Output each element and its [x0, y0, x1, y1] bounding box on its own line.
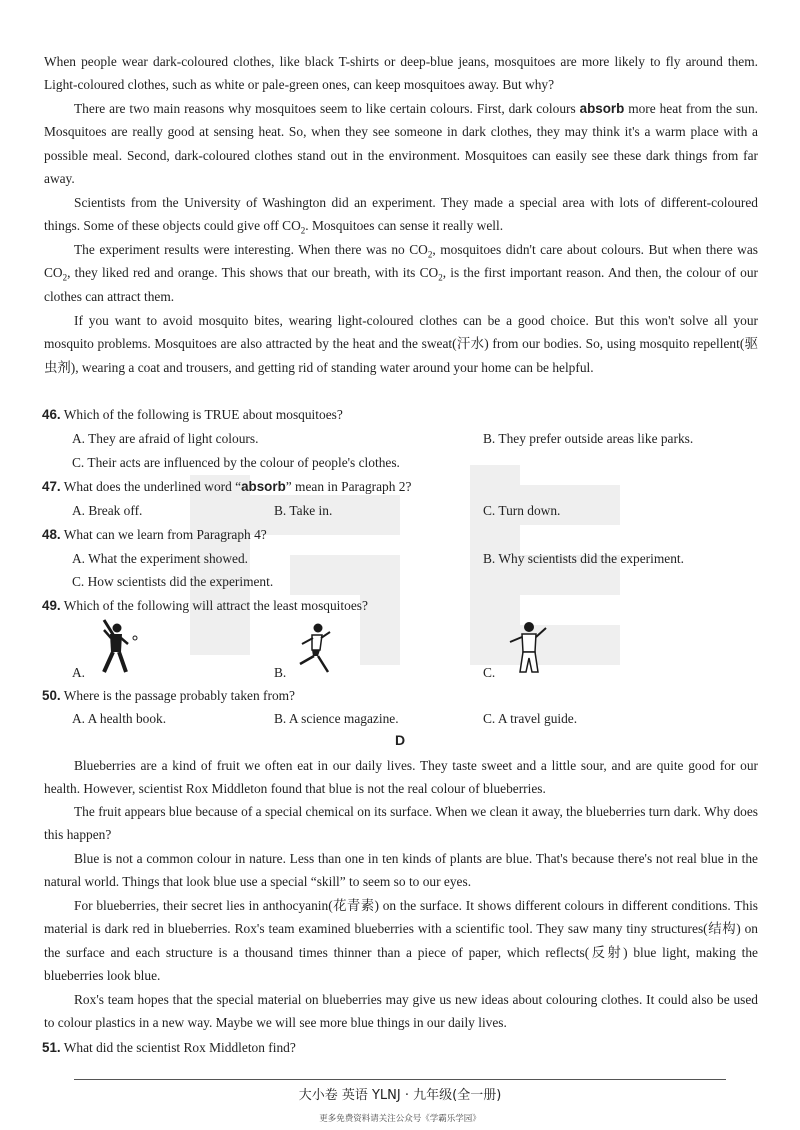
question-number: 51.	[42, 1040, 61, 1055]
question-number: 49.	[42, 598, 61, 613]
q48-option-c[interactable]: C. How scientists did the experiment.	[72, 574, 274, 589]
keyword-absorb: absorb	[579, 101, 625, 116]
paragraph-2-text-a: There are two main reasons why mosquitoes seem to like certain colours. First, dark colours	[74, 101, 580, 116]
passage-c-paragraph-3	[44, 191, 758, 238]
question-47	[42, 475, 758, 498]
question-text-b: ” mean in Paragraph 2?	[285, 479, 412, 494]
paragraph-3-text-a: Scientists from the University of Washington did an experiment. They made a special area with lots of different-coloured things. Some of these objects could give off CO	[44, 195, 758, 234]
question-number: 46.	[42, 407, 61, 422]
question-text: Which of the following is TRUE about mosquitoes?	[63, 407, 343, 422]
paragraph-4-text-d: , is the first important reason. And then, the colour of our clothes can attract them.	[44, 265, 758, 304]
q49-option-a[interactable]: A.	[72, 665, 86, 680]
question-text: Which of the following will attract the least mosquitoes?	[63, 598, 368, 613]
paragraph-2-text-b: more heat from the sun. Mosquitoes are really good at sensing heat. So, when they see someone in dark clothes, they may think it's a warm place with a possible meal. Second, dark-coloured clothes stand out in the environment. Mosquitoes can easily see these dark things from far away.	[44, 101, 758, 187]
keyword-absorb: absorb	[241, 479, 286, 494]
subscript-2: 2	[438, 273, 443, 284]
q47-option-c[interactable]: C. Turn down.	[483, 503, 561, 518]
passage-c-paragraph-5: If you want to avoid mosquito bites, wearing light-coloured clothes can be a good choice. But this won't solve all your mosquito problems. Mosquitoes are also attracted by the heat and the sweat(汗水) from our bodies. So, using mosquito repellent(驱虫剂), wearing a coat and trousers, and getting rid of standing water around your home can be helpful.	[44, 313, 758, 375]
q47-option-b[interactable]: B. Take in.	[274, 503, 333, 518]
question-number: 48.	[42, 527, 61, 542]
paragraph-3-text-b: . Mosquitoes can sense it really well.	[305, 218, 504, 234]
footer-title: 大小卷 英语 YLNJ · 九年级(全一册)	[298, 1088, 502, 1103]
question-49	[42, 594, 758, 617]
question-50	[42, 684, 758, 707]
subscript-2: 2	[300, 226, 306, 237]
question-text: What can we learn from Paragraph 4?	[63, 527, 267, 542]
q46-option-b[interactable]: B. They prefer outside areas like parks.	[483, 431, 694, 446]
question-text: Where is the passage probably taken from?	[63, 688, 296, 703]
paragraph-4-text-b: , mosquitoes didn't care about colours. But when there was CO	[44, 242, 758, 281]
q49-option-b[interactable]: B.	[274, 665, 287, 680]
passage-d-paragraph-3: Blue is not a common colour in nature. Less than one in ten kinds of plants are blue. That's because there's not real blue in the natural world. Things that look blue use a special “skill” to seem so to our eyes.	[44, 851, 758, 890]
passage-d-paragraph-5: Rox's team hopes that the special material on blueberries may give us new ideas about colouring clothes. It could also be used to colour plastics in a new way. Maybe we will see more blue things in our daily lives.	[44, 992, 758, 1031]
q49-option-c[interactable]: C.	[483, 665, 496, 680]
question-48	[42, 523, 758, 546]
passage-c-paragraph-1: When people wear dark-coloured clothes, like black T-shirts or deep-blue jeans, mosquitoes are more likely to fly around them. Light-coloured clothes, such as white or pale-green ones, can keep mosquitoes away. But why?	[44, 54, 758, 93]
passage-d-paragraph-2: The fruit appears blue because of a special chemical on its surface. When we clean it away, the blueberries turn dark. Why does this happen?	[44, 804, 758, 843]
paragraph-4-text-c: , they liked red and orange. This shows that our breath, with its CO	[67, 265, 439, 281]
question-text-a: What does the underlined word “	[63, 479, 242, 494]
passage-d-paragraph-4: For blueberries, their secret lies in anthocyanin(花青素) on the surface. It shows different colours in different conditions. This material is dark red in blueberries. Rox's team examined blueberries with a scientific tool. They saw many tiny structures(结构) on the surface and each structure is a thousand times thinner than a piece of paper, which reflects(反射) blue light, making the blueberries look blue.	[44, 898, 758, 984]
passage-d-paragraph-1: Blueberries are a kind of fruit we often eat in our daily lives. They taste sweet and a little sour, and are quite good for our health. However, scientist Rox Middleton found that blue is not the real colour of blueberries.	[44, 758, 758, 797]
question-51	[42, 1036, 758, 1059]
figure-b-runner	[288, 620, 342, 678]
q50-option-c[interactable]: C. A travel guide.	[483, 711, 578, 726]
question-46	[42, 403, 758, 426]
paragraph-4-text-a: The experiment results were interesting. When there was no CO	[74, 242, 428, 257]
figure-c-light-clothes-person	[500, 618, 558, 678]
passage-c-paragraph-2	[44, 97, 758, 191]
passage-c-paragraph-4	[44, 238, 758, 308]
q46-option-c[interactable]: C. Their acts are influenced by the colour of people's clothes.	[72, 455, 400, 470]
q50-option-b[interactable]: B. A science magazine.	[274, 711, 399, 726]
footer-note: 更多免费资料请关注公众号《学霸乐学园》	[319, 1114, 481, 1124]
q47-option-a[interactable]: A. Break off.	[72, 503, 143, 518]
q46-option-a[interactable]: A. They are afraid of light colours.	[72, 431, 259, 446]
subscript-2: 2	[62, 273, 68, 284]
q48-option-b[interactable]: B. Why scientists did the experiment.	[483, 551, 684, 566]
section-d-label: D	[394, 732, 406, 748]
question-number: 50.	[42, 688, 61, 703]
figure-a-dark-clothes-player	[88, 618, 144, 678]
subscript-2: 2	[427, 249, 433, 260]
question-text: What did the scientist Rox Middleton find?	[63, 1040, 296, 1055]
q48-option-a[interactable]: A. What the experiment showed.	[72, 551, 249, 566]
question-number: 47.	[42, 479, 61, 494]
footer-divider	[74, 1079, 726, 1080]
q50-option-a[interactable]: A. A health book.	[72, 711, 167, 726]
